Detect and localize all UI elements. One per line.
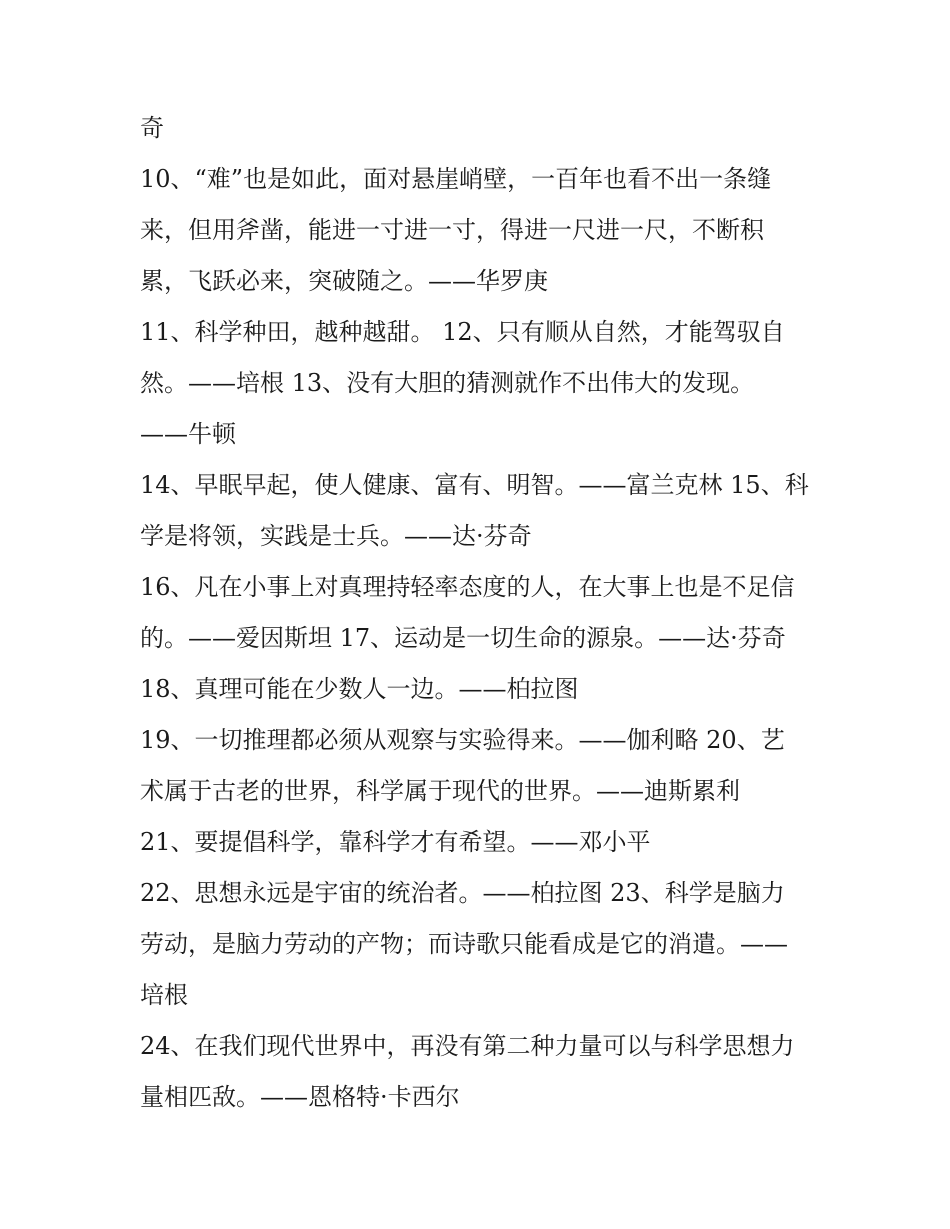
text-line: 18、真理可能在少数人一边。——柏拉图: [140, 675, 579, 703]
text-line: 奇: [140, 114, 164, 142]
quote-text-block: [140, 103, 830, 1123]
text-line: 劳动，是脑力劳动的产物；而诗歌只能看成是它的消遣。——: [140, 930, 788, 958]
text-line: 11、科学种田，越种越甜。 12、只有顺从自然，才能驾驭自: [140, 318, 785, 346]
text-line: 累，飞跃必来，突破随之。——华罗庚: [140, 267, 548, 295]
text-line: 10、“难”也是如此，面对悬崖峭壁，一百年也看不出一条缝: [140, 165, 772, 193]
text-line: 然。——培根 13、没有大胆的猜测就作不出伟大的发现。: [140, 369, 755, 397]
text-line: 19、一切推理都必须从观察与实验得来。——伽利略 20、艺: [140, 726, 785, 754]
text-line: 量相匹敌。——恩格特·卡西尔: [140, 1083, 460, 1111]
text-line: 24、在我们现代世界中，再没有第二种力量可以与科学思想力: [140, 1032, 795, 1060]
text-line: 21、要提倡科学，靠科学才有希望。——邓小平: [140, 828, 651, 856]
text-line: 学是将领，实践是士兵。——达·芬奇: [140, 522, 532, 550]
text-line: 术属于古老的世界，科学属于现代的世界。——迪斯累利: [140, 777, 740, 805]
text-line: 培根: [140, 981, 188, 1009]
text-line: 来，但用斧凿，能进一寸进一寸，得进一尺进一尺，不断积: [140, 216, 764, 244]
text-line: 的。——爱因斯坦 17、运动是一切生命的源泉。——达·芬奇: [140, 624, 786, 652]
text-line: 16、凡在小事上对真理持轻率态度的人，在大事上也是不足信: [140, 573, 795, 601]
text-line: 14、早眠早起，使人健康、富有、明智。——富兰克林 15、科: [140, 471, 809, 499]
text-line: ——牛顿: [140, 420, 236, 448]
text-line: 22、思想永远是宇宙的统治者。——柏拉图 23、科学是脑力: [140, 879, 785, 907]
